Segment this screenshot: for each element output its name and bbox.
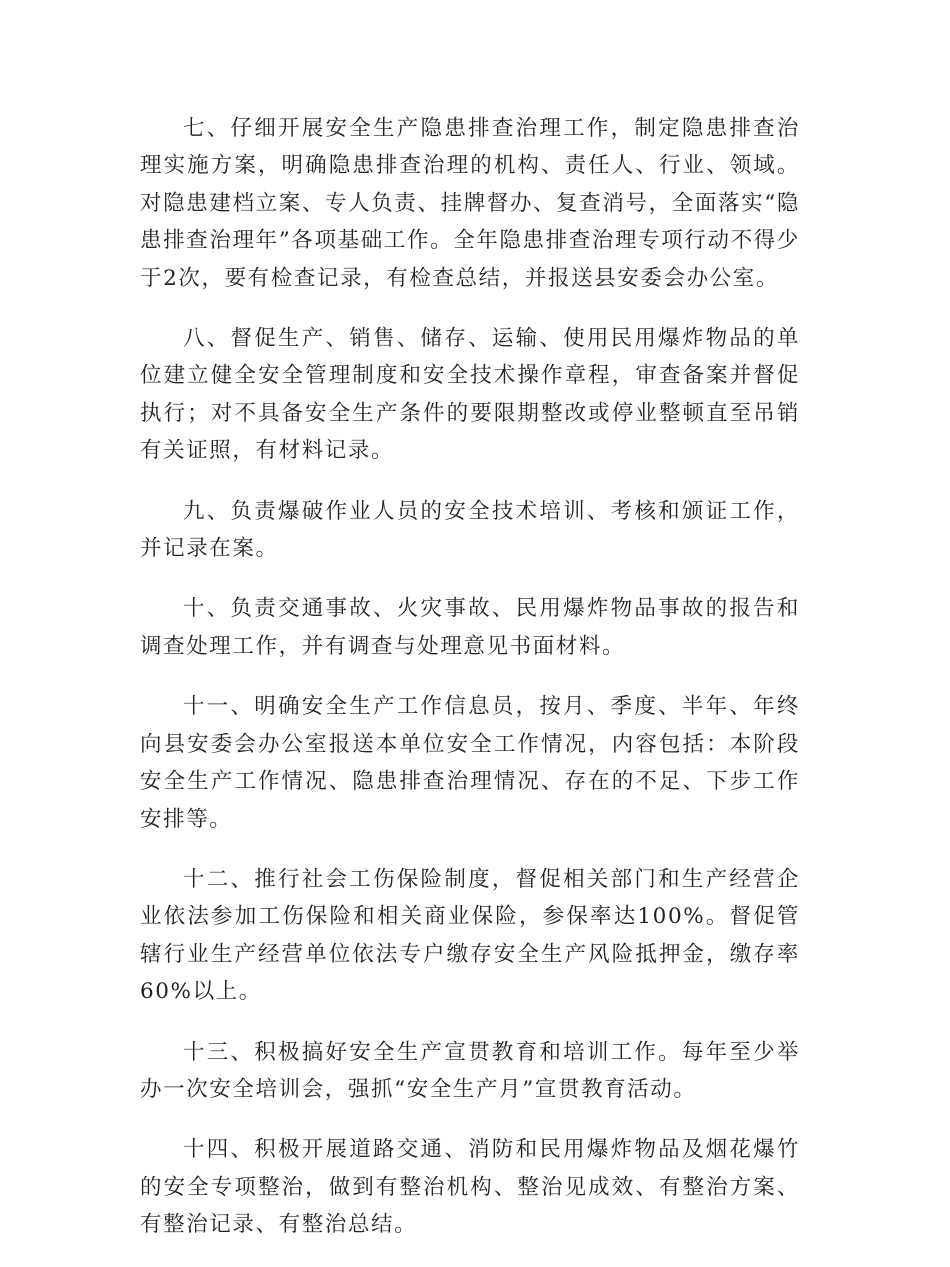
paragraph-14: 十四、积极开展道路交通、消防和民用爆炸物品及烟花爆竹的安全专项整治，做到有整治机构、整治见成效、有整治方案、有整治记录、有整治总结。 <box>140 1137 800 1238</box>
document-body <box>140 110 800 1267</box>
paragraph-11: 十一、明确安全生产工作信息员，按月、季度、半年、年终向县安委会办公室报送本单位安全工作情况，内容包括：本阶段安全生产工作情况、隐患排查治理情况、存在的不足、下步工作安排等。 <box>140 694 800 832</box>
paragraph-12: 十二、推行社会工伤保险制度，督促相关部门和生产经营企业依法参加工伤保险和相关商业保险，参保率达100%。督促管辖行业生产经营单位依法专户缴存安全生产风险抵押金，缴存率60%以上。 <box>140 866 800 1005</box>
paragraph-10: 十、负责交通事故、火灾事故、民用爆炸物品事故的报告和调查处理工作，并有调查与处理意见书面材料。 <box>140 596 800 659</box>
paragraph-13: 十三、积极搞好安全生产宣贯教育和培训工作。每年至少举办一次安全培训会，强抓“安全生产月”宣贯教育活动。 <box>140 1039 800 1102</box>
paragraph-7: 七、仔细开展安全生产隐患排查治理工作，制定隐患排查治理实施方案，明确隐患排查治理的机构、责任人、行业、领域。对隐患建档立案、专人负责、挂牌督办、复查消号，全面落实“隐患排查治理年”各项基础工作。全年隐患排查治理专项行动不得少于2次，要有检查记录，有检查总结，并报送县安委会办公室。 <box>140 116 800 291</box>
paragraph-9: 九、负责爆破作业人员的安全技术培训、考核和颁证工作，并记录在案。 <box>140 498 800 562</box>
paragraph-8: 八、督促生产、销售、储存、运输、使用民用爆炸物品的单位建立健全安全管理制度和安全技术操作章程，审查备案并督促执行；对不具备安全生产条件的要限期整改或停业整顿直至吊销有关证照，有材料记录。 <box>140 326 800 464</box>
